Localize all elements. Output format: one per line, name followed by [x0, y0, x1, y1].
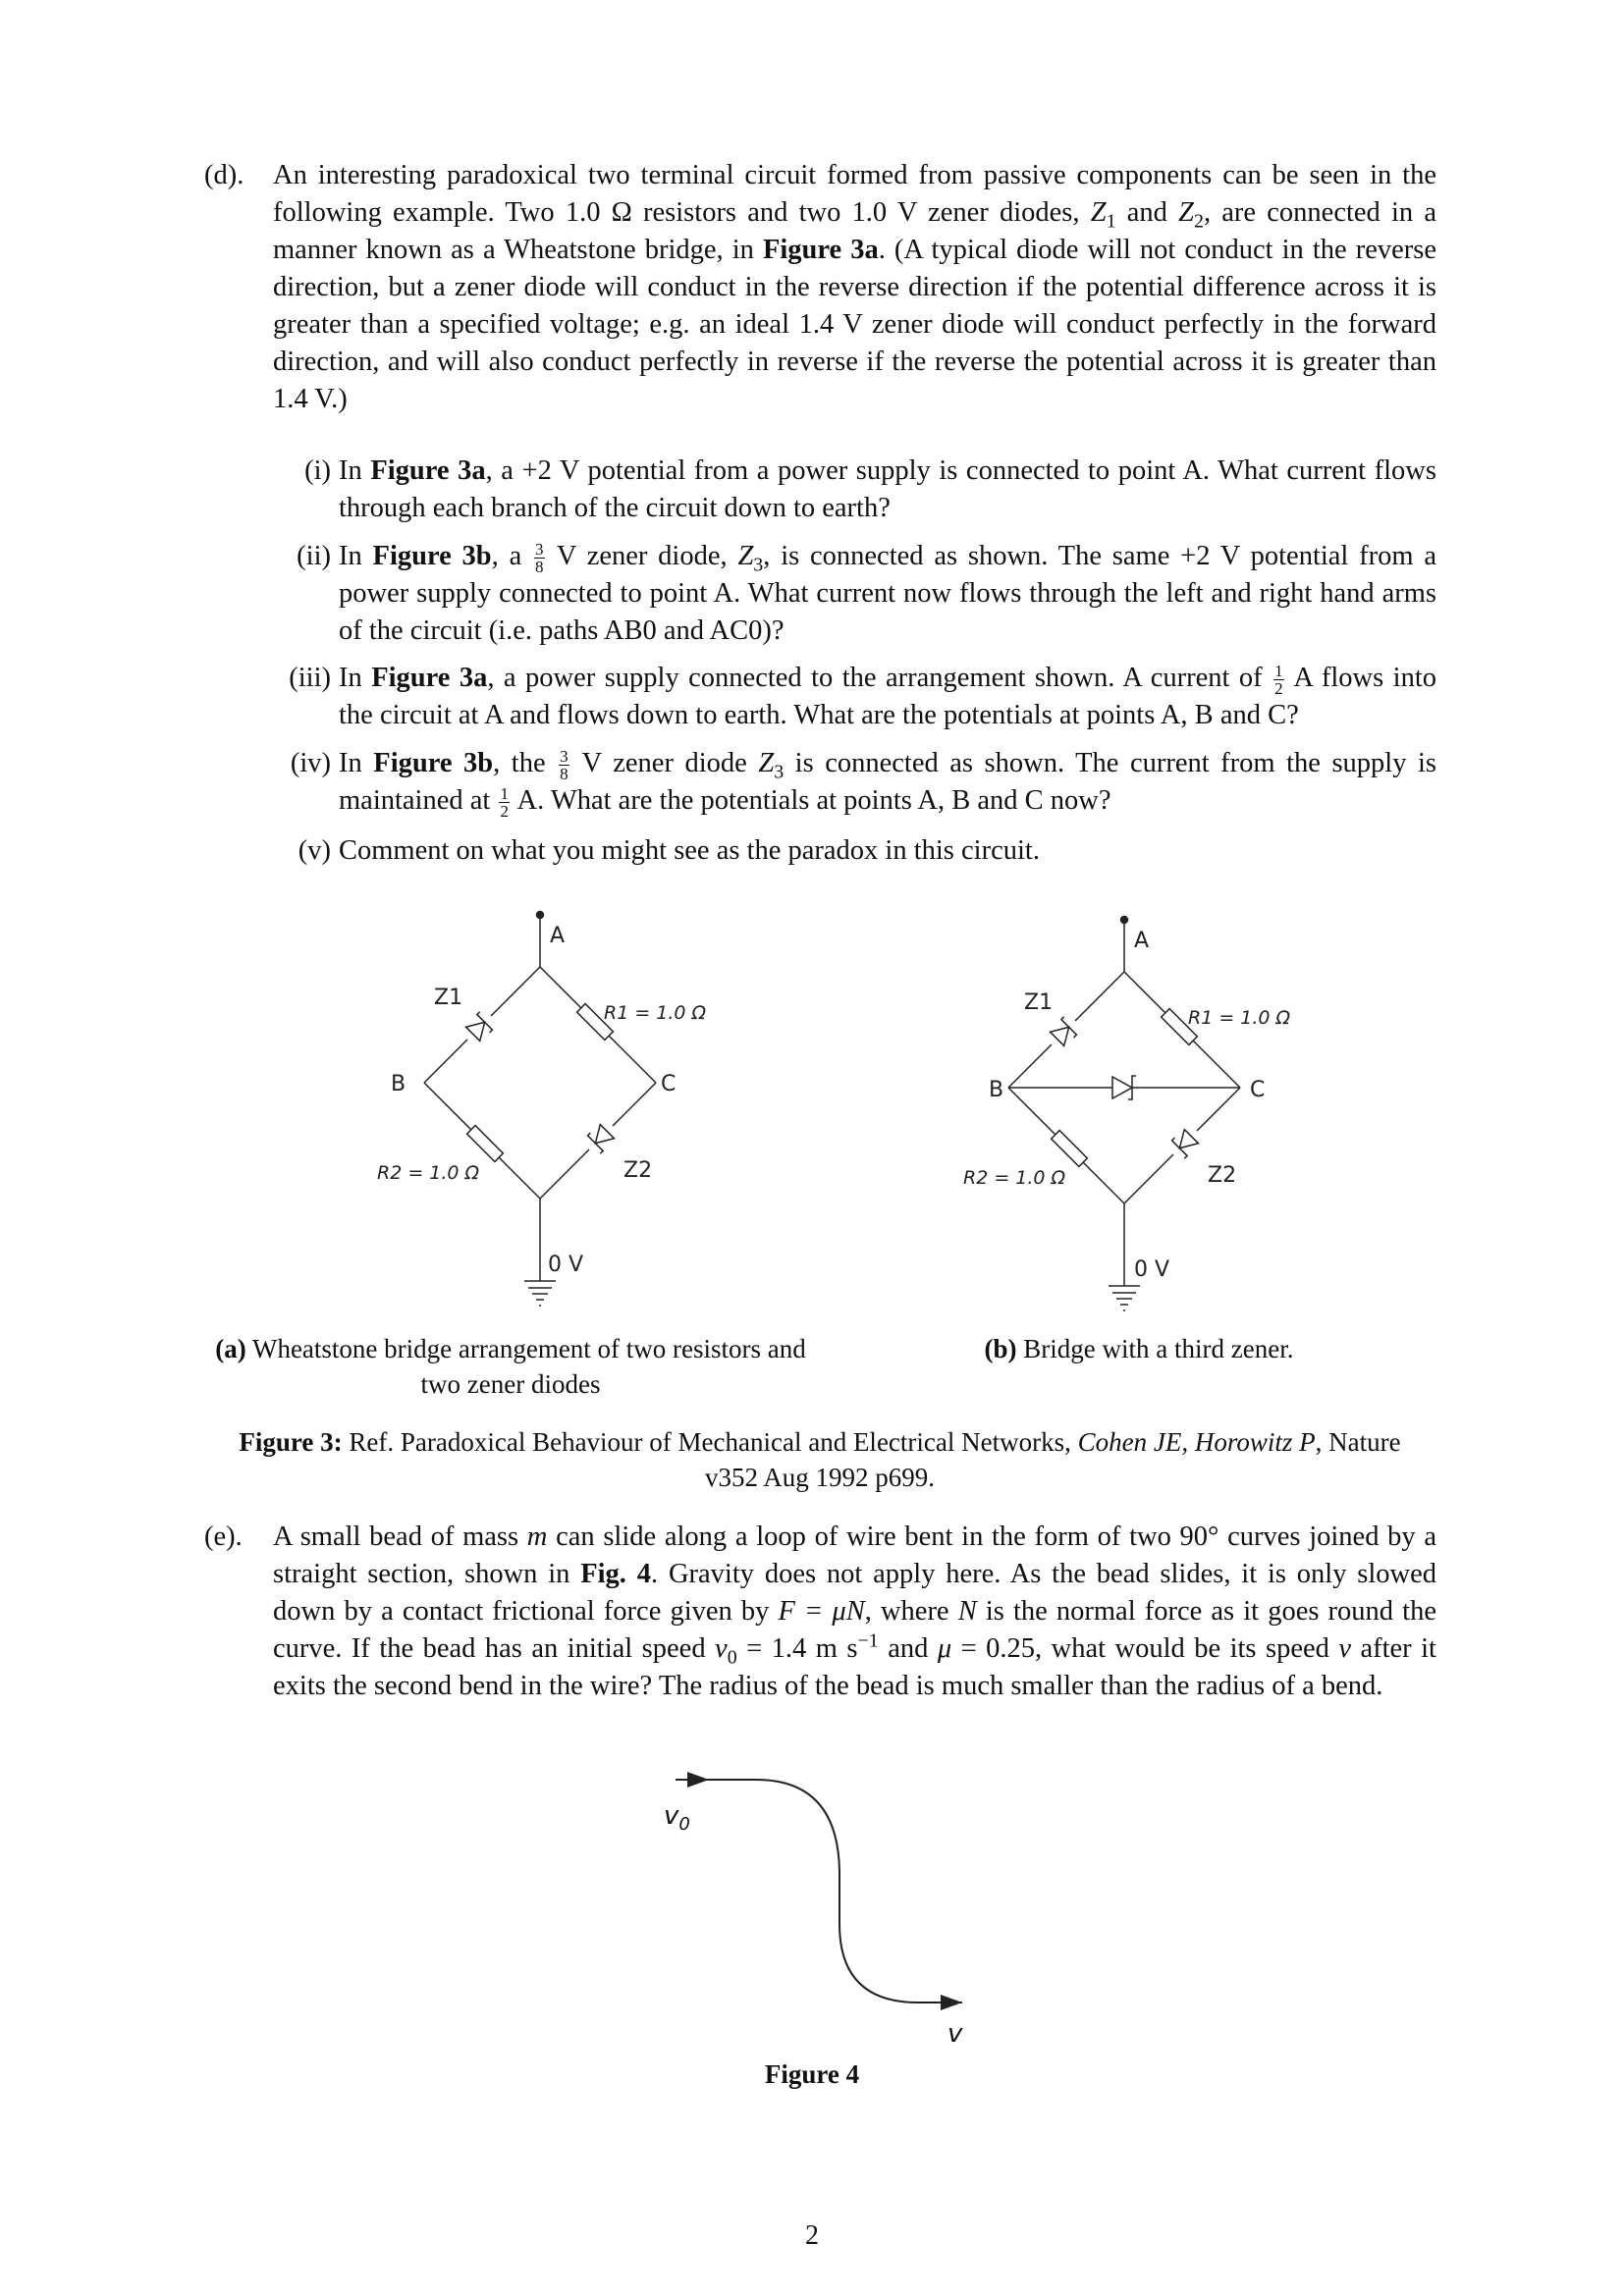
question-ii-text-b: V zener diode, [546, 541, 738, 571]
part-e-text-7: and [878, 1633, 938, 1664]
ground-label: 0 V [1134, 1257, 1170, 1282]
figure-3-caption [211, 1424, 1429, 1495]
ground-label: 0 V [548, 1253, 584, 1277]
part-e-text-9: after it exits the second bend in the wire? The radius of the bead is much smaller than the radius of a bend. [273, 1633, 1436, 1701]
r1-label: R1 = 1.0 Ω [604, 1002, 707, 1024]
part-d-and: and [1115, 197, 1179, 228]
question-i-text: , a +2 V potential from a power supply is connected to point A. What current flows through each branch of the circuit down to earth? [339, 455, 1436, 523]
circuit-b-caption-text: Bridge with a third zener. [1016, 1334, 1294, 1363]
wire-r2-top [424, 1083, 471, 1130]
resistor-r2 [1052, 1131, 1088, 1167]
fraction-num: 3 [560, 746, 568, 766]
part-e-label: (e). [204, 1522, 243, 1552]
wire-z1-top [1075, 972, 1124, 1021]
figure-3-caption-text-2: , Nature v352 Aug 1992 p699. [704, 1427, 1401, 1492]
z2-label: Z2 [623, 1158, 653, 1183]
question-iv-pre: In [339, 748, 374, 778]
circuit-a-diagram [363, 903, 717, 1325]
node-c-label: C [661, 1072, 677, 1096]
wire-r2-bottom [1083, 1162, 1124, 1203]
part-e-text-8: = 0.25, what would be its speed [951, 1633, 1339, 1664]
figure-4-wire-diagram [648, 1757, 1001, 2052]
r2-label: R2 = 1.0 Ω [377, 1162, 480, 1184]
question-ii-label: (ii) [297, 541, 331, 571]
fraction-num: 3 [535, 539, 544, 559]
wire-r2-bottom [499, 1157, 540, 1199]
question-ii-pre: In [339, 541, 373, 571]
fraction-three-eighths [534, 541, 545, 575]
fraction-one-half [499, 785, 510, 820]
circuit-b-caption [923, 1331, 1355, 1366]
wire-r2-top [1008, 1088, 1056, 1135]
part-e-text-4: , where [864, 1596, 958, 1627]
question-iv-text-d: A. What are the potentials at points A, B and C now? [511, 785, 1111, 816]
fraction-num: 1 [1274, 661, 1283, 680]
zener-z2 [1169, 1129, 1199, 1158]
question-i-label: (i) [304, 455, 331, 486]
node-b-label: B [989, 1078, 1004, 1102]
wire-path [676, 1780, 962, 2002]
wire-z2-bottom [1124, 1154, 1173, 1203]
z1-symbol: Z [1090, 197, 1107, 228]
r2-label: R2 = 1.0 Ω [963, 1167, 1066, 1189]
wire-z2-top [613, 1083, 656, 1126]
figure-4-caption-text: Figure 4 [764, 2059, 860, 2089]
part-d-text-3: . (A typical diode will not conduct in the reverse direction, but a zener diode will conduct in the reverse direction if the potential difference across it is greater than a specified voltage; e.g. an ideal 1.4 V zener diode will conduct perfectly in the forward direction, and will also conduct perfectly in reverse if the reverse the potential across it is greater than 1.4 V.) [273, 235, 1437, 414]
circuit-b-diagram [947, 908, 1301, 1330]
wire-r1-top [540, 967, 581, 1008]
arrow-in-icon [687, 1772, 709, 1788]
part-e-text-1: A small bead of mass [273, 1522, 527, 1552]
part-e-text-6: = 1.4 m s [736, 1633, 858, 1664]
circuit-b-caption-label: (b) [984, 1334, 1017, 1363]
figure-3a-ref: Figure 3a [762, 235, 879, 265]
question-iv-label: (iv) [290, 748, 331, 778]
friction-formula: F = μN [778, 1596, 865, 1627]
figure-3-caption-text-1: Ref. Paradoxical Behaviour of Mechanical and Electrical Networks, [342, 1427, 1078, 1457]
z3-symbol: Z [758, 748, 775, 778]
question-v [298, 832, 1436, 870]
question-i-fig: Figure 3a [370, 455, 486, 486]
question-iii-text-b: A flows into the circuit at A and flows down to earth. What are the potentials at points A, B and C? [339, 663, 1437, 730]
part-d-text-2: , are connected in a manner known as a Wheatstone bridge, in [273, 197, 1437, 265]
zener-z1 [465, 1012, 495, 1041]
question-iii-text-a: , a power supply connected to the arrangement shown. A current of [487, 663, 1272, 693]
unit-superscript: −1 [857, 1629, 879, 1652]
fraction-one-half [1273, 663, 1284, 697]
z2-subscript: 2 [1193, 210, 1204, 233]
question-ii-text-c: , is connected as shown. The same +2 V potential from a power supply connected to point A. What current now flows through the left and right hand arms of the circuit (i.e. paths AB0 and AC0)? [339, 541, 1436, 646]
fraction-den: 8 [560, 764, 568, 783]
question-ii [297, 538, 1436, 650]
question-iii-label: (iii) [289, 663, 331, 693]
zener-z2 [585, 1124, 615, 1153]
question-iii [289, 660, 1437, 734]
z3-subscript: 3 [774, 761, 785, 783]
question-v-text: Comment on what you might see as the paradox in this circuit. [339, 835, 1040, 866]
question-iv-text-a: , the [493, 748, 558, 778]
question-i [304, 453, 1436, 527]
question-ii-fig: Figure 3b [372, 541, 492, 571]
arrow-out-icon [941, 1995, 962, 2010]
part-e-text-5: is the normal force as it goes round the curve. If the bead has an initial speed [273, 1596, 1436, 1664]
fraction-num: 1 [500, 783, 509, 803]
z3-subscript: 3 [753, 554, 764, 576]
page-number: 2 [805, 2220, 819, 2251]
fraction-den: 8 [535, 557, 544, 576]
wire-z2-top [1197, 1088, 1240, 1131]
z3-symbol: Z [737, 541, 754, 571]
z2-label: Z2 [1208, 1163, 1237, 1188]
question-i-pre: In [339, 455, 371, 486]
question-iii-fig: Figure 3a [371, 663, 488, 693]
wire-r1-bottom [1193, 1041, 1240, 1088]
ground-symbol [524, 1281, 556, 1306]
resistor-r2 [467, 1126, 504, 1162]
figure-4-ref: Fig. 4 [580, 1559, 651, 1589]
normal-force-symbol: N [957, 1596, 977, 1627]
node-c-label: C [1250, 1078, 1266, 1102]
mass-symbol: m [526, 1522, 548, 1552]
part-d-text-1: An interesting paradoxical two terminal circuit formed from passive components can be seen in the following example. Two 1.0 Ω resistors and two 1.0 V zener diodes, [273, 160, 1436, 228]
wire-r1-top [1124, 972, 1165, 1013]
figure-3-caption-label: Figure 3: [239, 1427, 343, 1457]
question-v-label: (v) [298, 835, 331, 866]
z1-label: Z1 [1024, 990, 1054, 1015]
r1-label: R1 = 1.0 Ω [1188, 1007, 1291, 1029]
wire-z2-bottom [540, 1149, 589, 1199]
question-iv-text-c: is connected as shown. The current from the supply is maintained at [339, 748, 1437, 816]
part-d-label: (d). [204, 160, 244, 190]
question-iv [290, 745, 1437, 821]
mu-symbol: μ [937, 1633, 952, 1664]
circuit-a-caption-label: (a) [215, 1334, 246, 1363]
fraction-three-eighths [559, 748, 569, 782]
fraction-den: 2 [500, 801, 509, 821]
zener-z1 [1050, 1017, 1079, 1046]
z1-subscript: 1 [1106, 210, 1116, 233]
wire-z1-top [491, 967, 540, 1016]
ground-symbol [1109, 1286, 1140, 1310]
fraction-den: 2 [1274, 678, 1283, 698]
v-label: v [947, 2019, 963, 2049]
v-symbol: v [1338, 1633, 1351, 1664]
figure-4-caption [714, 2056, 910, 2092]
wire-r1-bottom [609, 1036, 656, 1083]
v0-symbol: v [715, 1633, 728, 1664]
v0-subscript: 0 [727, 1646, 737, 1669]
circuit-a-caption [196, 1331, 825, 1402]
part-e-paragraph [204, 1519, 1437, 1705]
node-a-label: A [550, 924, 566, 948]
wire-z1-bottom [424, 1040, 467, 1083]
figure-3-caption-authors: Cohen JE, Horowitz P [1077, 1427, 1316, 1457]
z1-label: Z1 [434, 986, 463, 1010]
part-d-paragraph [204, 157, 1437, 418]
question-iv-text-b: V zener diode [570, 748, 759, 778]
question-iii-pre: In [339, 663, 372, 693]
part-e-text-2: can slide along a loop of wire bent in the form of two 90° curves joined by a straight section, shown in [273, 1522, 1436, 1589]
z2-symbol: Z [1178, 197, 1194, 228]
node-a-label: A [1134, 929, 1150, 953]
node-b-label: B [391, 1072, 406, 1096]
wire-z1-bottom [1008, 1044, 1052, 1088]
part-e-text-3: . Gravity does not apply here. As the bead slides, it is only slowed down by a contact frictional force given by [273, 1559, 1437, 1627]
circuit-a-caption-text: Wheatstone bridge arrangement of two resistors and two zener diodes [245, 1334, 806, 1399]
question-iv-fig: Figure 3b [373, 748, 494, 778]
question-ii-text-a: , a [491, 541, 533, 571]
v0-label: $v_0$ [664, 1801, 690, 1835]
